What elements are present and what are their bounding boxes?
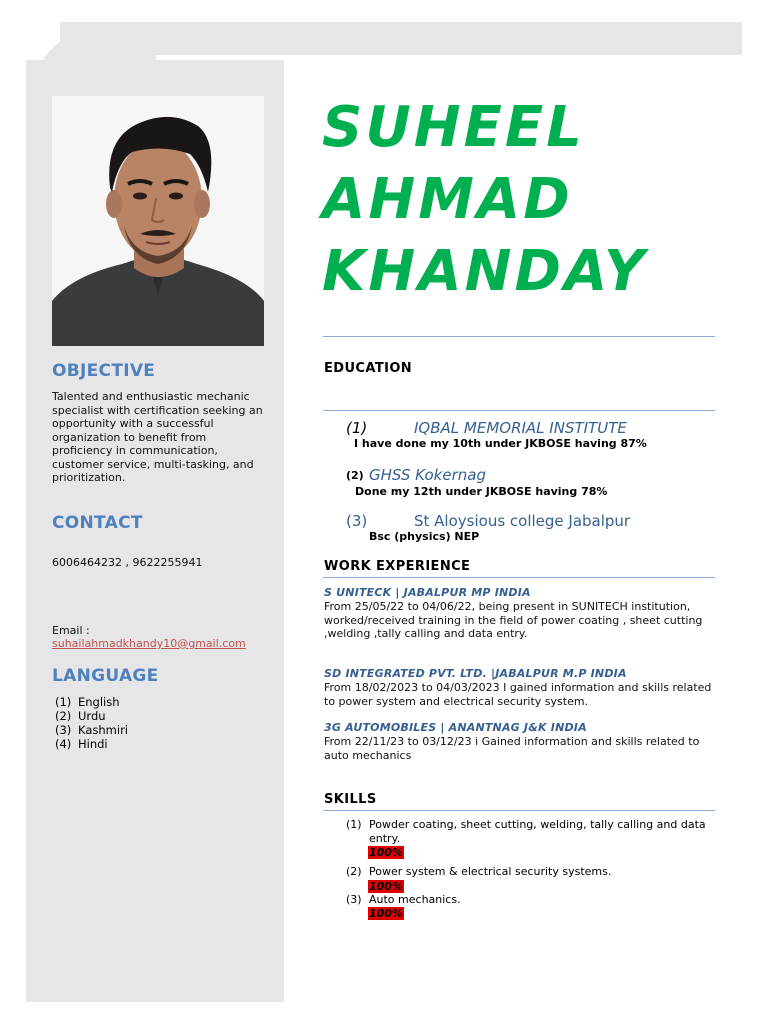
- education-num-3: (3): [346, 512, 368, 530]
- profile-photo: [52, 96, 264, 346]
- job-description-2: From 18/02/2023 to 04/03/2023 I gained information and skills related to power system and electrical security system.: [324, 681, 712, 708]
- name-middle: AHMAD: [322, 167, 573, 232]
- header-band: [60, 22, 742, 55]
- education-detail-2: Done my 12th under JKBOSE having 78%: [355, 485, 608, 498]
- skills-heading: SKILLS: [324, 792, 377, 807]
- email-label: Email :: [52, 624, 90, 637]
- name-divider: [323, 336, 715, 337]
- education-title-3: St Aloysious college Jabalpur: [414, 512, 631, 530]
- job-title-2: SD INTEGRATED PVT. LTD. |JABALPUR M.P INDIA: [324, 667, 627, 680]
- education-title-1: IQBAL MEMORIAL INSTITUTE: [414, 419, 627, 437]
- name-first: SUHEEL: [322, 95, 585, 160]
- candidate-name: [322, 92, 647, 308]
- education-detail-3: Bsc (physics) NEP: [369, 530, 480, 543]
- work-divider: [323, 577, 715, 578]
- objective-text: Talented and enthusiastic mechanic specialist with certification seeking an opportunity with a successful organization to benefit from proficiency in communication, customer service, multi-tasking, and prioritization.: [52, 390, 263, 484]
- language-list: [55, 695, 128, 751]
- language-item: (1) English: [55, 695, 120, 709]
- education-num-1: (1): [346, 419, 368, 437]
- education-num-2: (2): [346, 469, 364, 482]
- skills-divider: [323, 810, 715, 811]
- job-title-1: S UNITECK | JABALPUR MP INDIA: [324, 586, 531, 599]
- language-heading: LANGUAGE: [52, 666, 159, 686]
- language-item: (3) Kashmiri: [55, 723, 128, 737]
- name-last: KHANDAY: [322, 239, 648, 304]
- work-experience-heading: WORK EXPERIENCE: [324, 559, 471, 574]
- job-title-3: 3G AUTOMOBILES | ANANTNAG J&K INDIA: [324, 721, 587, 734]
- language-item: (2) Urdu: [55, 709, 106, 723]
- language-item: (4) Hindi: [55, 737, 108, 751]
- skill-level-3: 100%: [369, 907, 403, 920]
- skill-level-1: 100%: [369, 846, 403, 859]
- phone-numbers: 6006464232 , 9622255941: [52, 556, 203, 569]
- skill-level-2: 100%: [369, 880, 403, 893]
- objective-heading: OBJECTIVE: [52, 361, 156, 381]
- education-heading: EDUCATION: [324, 361, 413, 376]
- job-description-1: From 25/05/22 to 04/06/22, being present in SUNITECH institution, worked/received training in the field of power coating , sheet cutting ,welding ,tally calling and data entry.: [324, 600, 703, 640]
- education-detail-1: I have done my 10th under JKBOSE having 87%: [354, 437, 647, 450]
- job-description-3: From 22/11/23 to 03/12/23 i Gained information and skills related to auto mechanics: [324, 735, 700, 762]
- email-link[interactable]: suhailahmadkhandy10@gmail.com: [52, 637, 246, 650]
- contact-heading: CONTACT: [52, 513, 143, 533]
- education-divider: [323, 410, 715, 411]
- education-title-2: GHSS Kokernag: [369, 466, 486, 484]
